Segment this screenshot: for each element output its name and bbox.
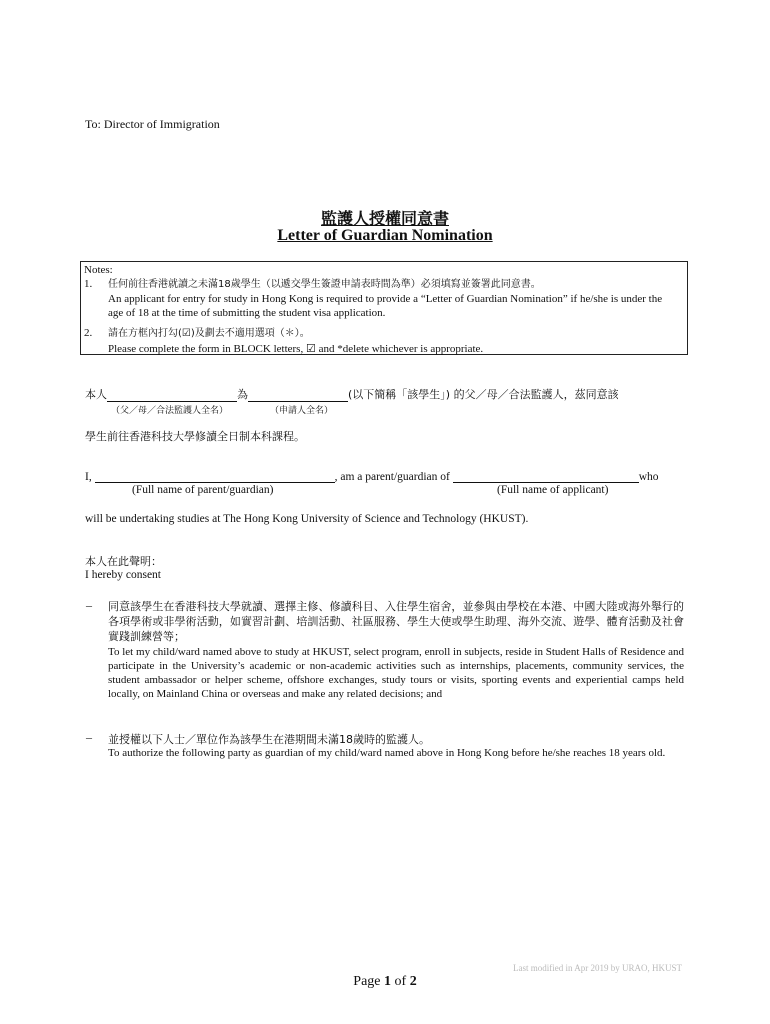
addressee-line: To: Director of Immigration [85, 117, 220, 131]
last-modified-note: Last modified in Apr 2019 by URAO, HKUST [513, 963, 682, 973]
consent-heading-zh: 本人在此聲明： [85, 555, 162, 568]
notes-box [80, 261, 688, 355]
note-number: 2. [84, 327, 93, 339]
note-1-english: An applicant for entry for study in Hong Kong is required to provide a “Letter of Guardian Nomination” if he/she is under the age of 18 at the time of submitting the student visa application. [108, 293, 663, 319]
zh-mid: 為 [237, 388, 248, 401]
applicant-name-field[interactable] [453, 470, 639, 483]
page-number [0, 974, 770, 990]
caption-applicant: (Full name of applicant) [497, 484, 609, 496]
note-1-chinese: 任何前往香港就讀之未滿18歲學生（以遞交學生簽證申請表時間為準）必須填寫並簽署此同意書。 [108, 279, 541, 290]
guardian-name-field[interactable] [95, 470, 335, 483]
en-prefix: I, [85, 471, 95, 483]
page-mid: of [391, 974, 410, 989]
bullet-2-chinese: 並授權以下人士／單位作為該學生在港期間未滿18歲時的監護人。 [108, 733, 430, 746]
bullet-2-english: To authorize the following party as guardian of my child/ward named above in Hong Kong before he/she reaches 18 years old. [108, 747, 666, 759]
caption-applicant-zh: （申請人全名） [270, 406, 334, 416]
en-statement-line-2: will be undertaking studies at The Hong Kong University of Science and Technology (HKUST). [85, 513, 529, 525]
en-statement-line [85, 470, 659, 483]
title-english: Letter of Guardian Nomination [277, 227, 493, 244]
bullet-dash: – [86, 598, 92, 612]
zh-prefix: 本人 [85, 388, 107, 401]
title-chinese: 監護人授權同意書 [320, 211, 449, 228]
zh-statement-line-2: 學生前往香港科技大學修讀全日制本科課程。 [85, 430, 305, 443]
zh-suffix: (以下簡稱「該學生」) 的父／母／合法監護人，茲同意該 [348, 388, 619, 401]
applicant-name-field-zh[interactable] [248, 389, 348, 402]
note-2-english: Please complete the form in BLOCK letters, ☑ and *delete whichever is appropriate. [108, 343, 484, 355]
zh-statement-line [85, 386, 619, 402]
en-suffix: who [638, 471, 659, 483]
page-total: 2 [409, 974, 417, 989]
page-prefix: Page [353, 974, 385, 989]
bullet-1-chinese: 同意該學生在香港科技大學就讀、選擇主修、修讀科目、入住學生宿舍，並參與由學校在本港、中國大陸或海外舉行的各項學術或非學術活動，如實習計劃、培訓活動、社區服務、學生大使或學生助理、海外交流、遊學、體育活動及社會實踐訓練營等； [108, 600, 684, 643]
caption-guardian-zh: （父／母／合法監護人全名） [111, 406, 229, 416]
guardian-name-field-zh[interactable] [107, 389, 237, 402]
caption-guardian: (Full name of parent/guardian) [132, 484, 274, 496]
bullet-dash: – [86, 730, 92, 744]
en-mid: , am a parent/guardian of [334, 471, 453, 483]
note-number: 1. [84, 278, 93, 290]
note-2-chinese: 請在方框內打勾(☑)及劃去不適用選項（＊）。 [108, 328, 310, 339]
notes-label: Notes: [84, 264, 113, 276]
bullet-1-english: To let my child/ward named above to study at HKUST, select program, enroll in subjects, reside in Student Halls of Residence and participate in the University’s academic or non-academic activities such as internships, placements, community services, the student ambassador or helper scheme, offshore exchanges, study tours or visits, sporting events and experiential camps held locally, on Mainland China or overseas and make any related decisions; and [108, 646, 684, 700]
consent-heading-en: I hereby consent [85, 569, 161, 581]
page-current: 1 [384, 974, 392, 989]
